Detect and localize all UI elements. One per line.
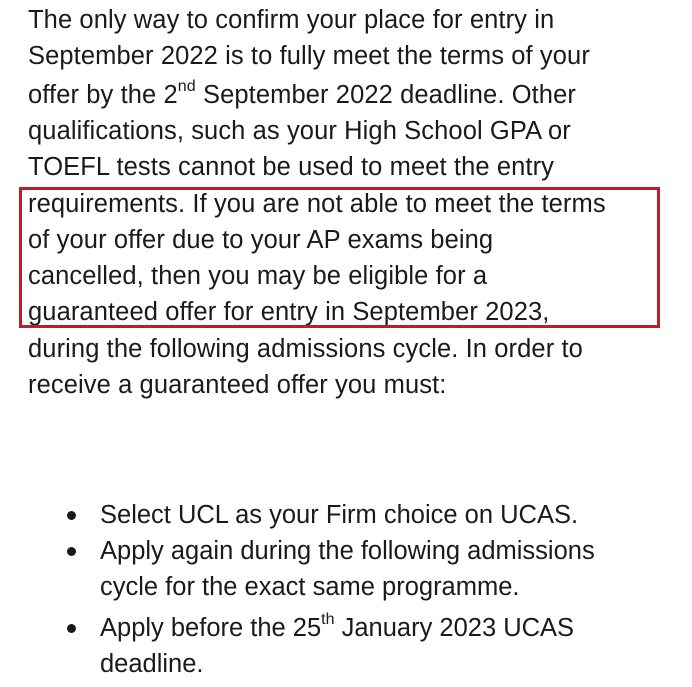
- list-item-text: [100, 610, 692, 646]
- list-item: [0, 610, 692, 682]
- ordinal-suffix: nd: [177, 77, 196, 95]
- paragraph-line-9: guaranteed offer for entry in September 2023,: [28, 298, 550, 326]
- paragraph-line-4: qualifications, such as your High School GPA or: [28, 117, 571, 145]
- list-item-text: Select UCL as your Firm choice on UCAS.: [100, 501, 579, 529]
- list-item-text-continued: cycle for the exact same programme.: [100, 573, 520, 601]
- paragraph-line-6: requirements. If you are not able to meet the terms: [28, 190, 606, 218]
- highlight-box: [19, 187, 660, 328]
- paragraph-line-1: The only way to confirm your place for entry in: [28, 6, 555, 34]
- paragraph-line-8: cancelled, then you may be eligible for a: [28, 262, 488, 290]
- bullet-icon: [67, 547, 76, 556]
- ordinal-suffix: th: [321, 610, 335, 628]
- list-item-text-continued: deadline.: [100, 650, 204, 678]
- list-item: [0, 497, 692, 533]
- paragraph-line-11: receive a guaranteed offer you must:: [28, 371, 447, 399]
- deadline-text-start: Apply before the 25: [100, 614, 322, 642]
- paragraph-line-3: [28, 77, 576, 113]
- bullet-icon: [67, 511, 76, 520]
- list-item-text: Apply again during the following admissions: [100, 537, 595, 565]
- paragraph-line-5: TOEFL tests cannot be used to meet the entry: [28, 153, 555, 181]
- paragraph-line-7: of your offer due to your AP exams being: [28, 226, 494, 254]
- requirements-list: [0, 497, 692, 682]
- deadline-text-start: offer by the 2: [28, 81, 178, 109]
- paragraph-line-10: during the following admissions cycle. In order to: [28, 335, 583, 363]
- paragraph-line-2: September 2022 is to fully meet the terms of your: [28, 42, 590, 70]
- bullet-icon: [67, 624, 76, 633]
- list-item: [0, 533, 692, 605]
- deadline-text-end: September 2022 deadline. Other: [195, 81, 576, 109]
- deadline-text-end: January 2023 UCAS: [334, 614, 575, 642]
